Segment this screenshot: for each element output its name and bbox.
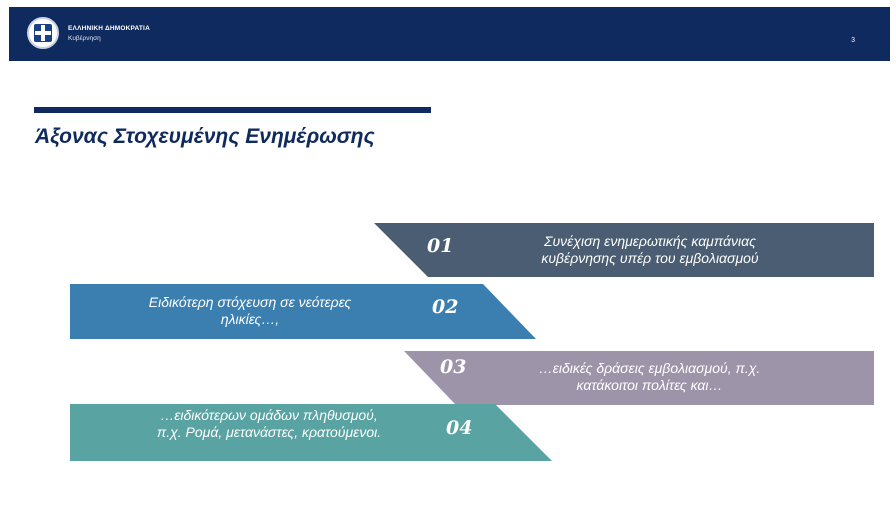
page-number: 3 — [851, 37, 855, 44]
item-03-text — [497, 360, 802, 394]
item-02-line1: Ειδικότερη στόχευση σε νεότερες — [148, 294, 352, 310]
item-04-number: 04 — [446, 417, 473, 439]
government-name: ΕΛΛΗΝΙΚΗ ΔΗΜΟΚΡΑΤΙΑ — [68, 25, 150, 32]
item-04-line2: π.χ. Ρομά, μετανάστες, κρατούμενοι. — [156, 424, 382, 440]
item-02-text — [90, 294, 410, 328]
item-02-number: 02 — [432, 296, 459, 318]
item-03-line2: κατάκοιτοι πολίτες και… — [576, 377, 723, 393]
greek-government-emblem-icon — [27, 17, 59, 49]
item-03-number: 03 — [440, 356, 467, 378]
title-rule — [34, 107, 431, 113]
item-04-text — [104, 407, 434, 441]
item-01-text — [490, 233, 810, 267]
item-02-line2: ηλικίες…, — [220, 311, 280, 327]
item-01-number: 01 — [427, 235, 454, 257]
top-header-bar — [9, 7, 890, 61]
item-04-line1: …ειδικότερων ομάδων πληθυσμού, — [160, 407, 378, 423]
government-subtitle: Κυβέρνηση — [68, 35, 101, 42]
slide-title: Άξονας Στοχευμένης Ενημέρωσης — [35, 125, 375, 148]
item-01-line2: κυβέρνησης υπέρ του εμβολιασμού — [541, 250, 759, 266]
item-03-line1: …ειδικές δράσεις εμβολιασμού, π.χ. — [538, 360, 761, 376]
item-01-line1: Συνέχιση ενημερωτικής καμπάνιας — [544, 233, 756, 249]
